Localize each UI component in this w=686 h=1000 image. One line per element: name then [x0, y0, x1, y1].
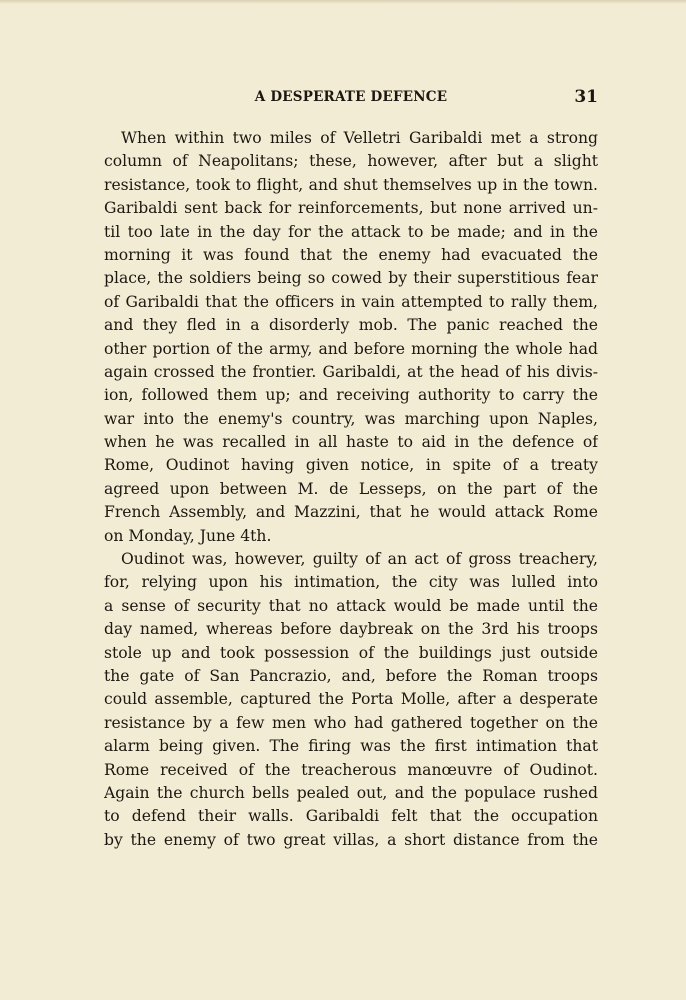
- text-line: agreed upon between M. de Lesseps, on the part of the: [104, 479, 598, 498]
- text-line: Again the church bells pealed out, and the populace rushed: [104, 783, 598, 802]
- text-line: day named, whereas before daybreak on the 3rd his troops: [104, 620, 598, 639]
- body-text: [104, 127, 598, 852]
- text-line: resistance by a few men who had gathered together on the: [104, 713, 598, 732]
- text-line: other portion of the army, and before morning the whole had: [104, 339, 598, 358]
- text-line: stole up and took possession of the buildings just outside: [104, 643, 598, 662]
- running-head: [104, 89, 598, 111]
- text-line: Rome received of the treacherous manœuvre of Oudinot.: [104, 760, 598, 779]
- text-line: resistance, took to flight, and shut themselves up in the town.: [104, 175, 598, 194]
- text-line: of Garibaldi that the officers in vain attempted to rally them,: [104, 292, 598, 311]
- running-title: A DESPERATE DEFENCE: [254, 89, 448, 105]
- page-top-edge: [0, 0, 686, 4]
- text-line: place, the soldiers being so cowed by their superstitious fear: [104, 269, 598, 288]
- text-line: When within two miles of Velletri Garibaldi met a strong: [121, 129, 598, 147]
- text-line: ion, followed them up; and receiving authority to carry the: [104, 386, 598, 405]
- text-line: could assemble, captured the Porta Molle, after a desperate: [104, 690, 598, 709]
- paragraph: [104, 127, 598, 548]
- text-line: French Assembly, and Mazzini, that he would attack Rome: [104, 503, 598, 522]
- text-line: again crossed the frontier. Garibaldi, at the head of his divis-: [104, 362, 598, 381]
- text-line: to defend their walls. Garibaldi felt that the occupation: [104, 807, 598, 826]
- text-line: when he was recalled in all haste to aid in the defence of: [104, 433, 598, 452]
- paragraph: [104, 548, 598, 852]
- text-line: morning it was found that the enemy had evacuated the: [104, 245, 598, 264]
- text-line: for, relying upon his intimation, the city was lulled into: [104, 573, 598, 592]
- text-line: Garibaldi sent back for reinforcements, but none arrived un-: [104, 199, 598, 218]
- text-line: alarm being given. The firing was the first intimation that: [104, 737, 598, 756]
- text-line: column of Neapolitans; these, however, after but a slight: [104, 152, 598, 171]
- page-number: 31: [574, 87, 598, 107]
- text-line: a sense of security that no attack would be made until the: [104, 596, 598, 615]
- text-line: by the enemy of two great villas, a short distance from the: [104, 830, 598, 849]
- text-line: war into the enemy's country, was marching upon Naples,: [104, 409, 598, 428]
- text-line: Oudinot was, however, guilty of an act of gross treachery,: [121, 550, 598, 569]
- text-line: til too late in the day for the attack to be made; and in the: [104, 222, 598, 241]
- text-line: and they fled in a disorderly mob. The panic reached the: [104, 316, 598, 335]
- text-line: on Monday, June 4th.: [104, 526, 272, 545]
- text-line: the gate of San Pancrazio, and, before the Roman troops: [104, 666, 598, 685]
- text-line: Rome, Oudinot having given notice, in spite of a treaty: [104, 456, 598, 475]
